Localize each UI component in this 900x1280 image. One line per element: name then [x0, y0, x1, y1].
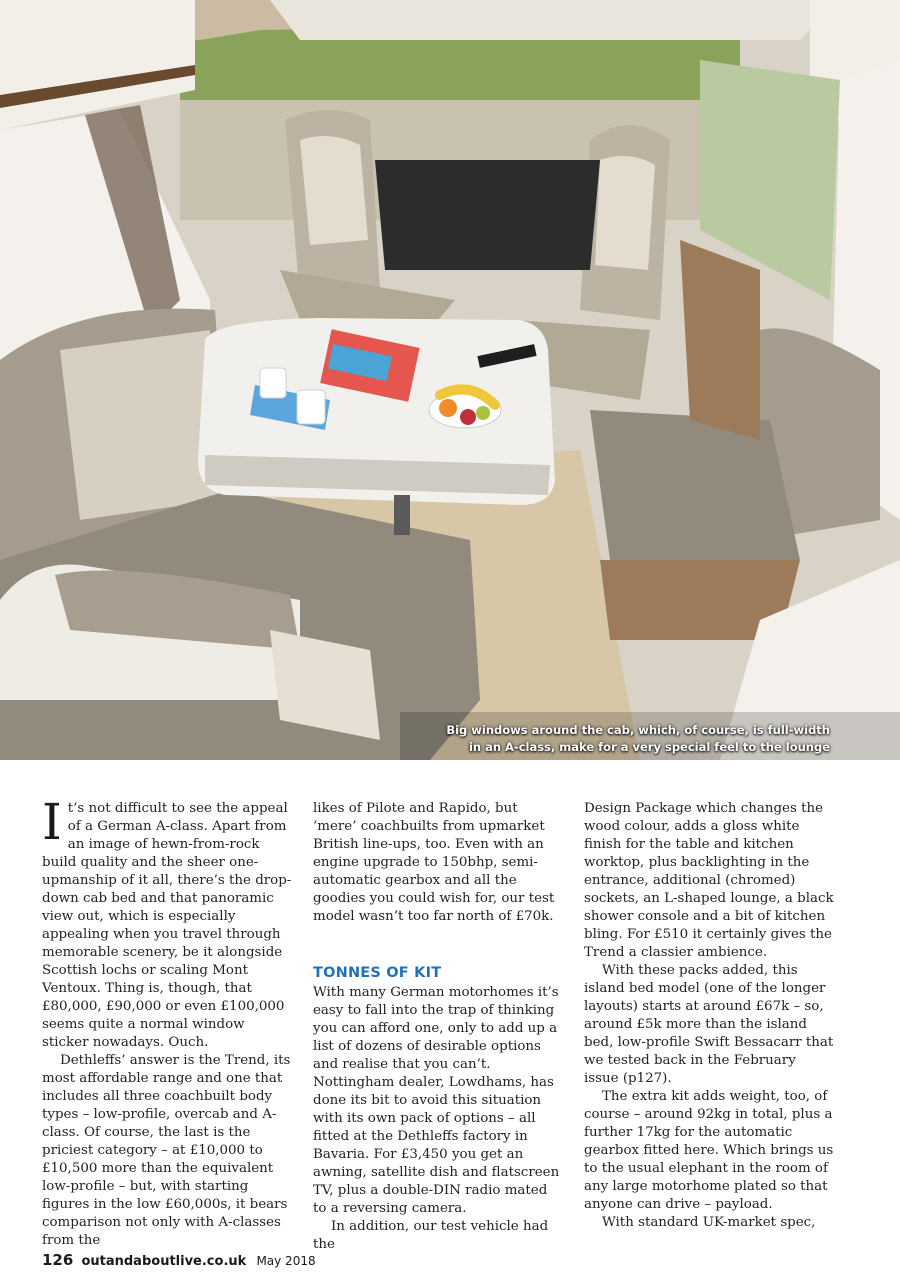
website-url: outandaboutlive.co.uk [81, 1254, 247, 1269]
side-seat [590, 410, 800, 560]
paragraph: With standard UK-market spec, [602, 1215, 816, 1230]
paragraph-text: t’s not difficult to see the appeal of a German A-class. Apart from an image of hewn-from-rock build quality and the sheer one-upmanship of it all, there’s the drop-down cab bed and that panoramic view out, which is especially appealing when you travel through memorable scenery, be it alongside Scottish lochs or scaling Mont Ventoux. Thing is, though, that £80,000, £90,000 or even £100,000 seems quite a normal window sticker nowadays. Ouch. [42, 801, 292, 1050]
caption-line: Big windows around the cab, which, of course, is full-width [446, 723, 830, 737]
mug [297, 390, 325, 424]
page-footer [42, 1251, 316, 1269]
table-leg [394, 495, 410, 535]
dashboard [375, 160, 600, 270]
caption-line: in an A-class, make for a very special feel to the lounge [468, 740, 830, 754]
paragraph: Design Package which changes the wood colour, adds a gloss white finish for the table and kitchen worktop, plus backlighting in the entrance, additional (chromed) sockets, an L-shaped lounge, a black shower console and a bit of kitchen bling. For £510 it certainly gives the Trend a classier ambience. [584, 801, 834, 960]
paragraph: In addition, our test vehicle had the [313, 1219, 549, 1252]
paragraph: Dethleffs’ answer is the Trend, its most affordable range and one that includes all three coachbuilt body types – low-profile, overcab and A-class. Of course, the last is the priciest category – at £10,000 to £10,500 more than the equivalent low-profile – but, with starting figures in the low £60,000s, it bears comparison not only with A-classes from the [42, 1053, 291, 1248]
mug [260, 368, 286, 398]
paragraph: likes of Pilote and Rapido, but ‘mere’ coachbuilts from upmarket British line-ups, too. Even with an engine upgrade to 150bhp, semi-automatic gearbox and all the goodies you could wish for, our test model wasn’t too far north of £70k. [313, 801, 555, 924]
article-column-1 [42, 793, 292, 1250]
drop-cap: I [42, 793, 62, 851]
article-column-3 [584, 800, 834, 1232]
photo-caption [446, 722, 830, 756]
paragraph: With these packs added, this island bed model (one of the longer layouts) starts at around £67k – so, around £5k more than the island bed, low-profile Swift Bessacarr that we tested back in the February issue (p127). [584, 963, 834, 1086]
kitchen-unit [680, 240, 760, 440]
article-column-2 [313, 800, 563, 1254]
paragraph [42, 793, 292, 1052]
paragraph: With many German motorhomes it’s easy to fall into the trap of thinking you can afford one, only to add up a list of dozens of desirable options and realise that you can’t. Nottingham dealer, Lowdhams, has done its bit to avoid this situation with its own pack of options – all fitted at the Dethleffs factory in Bavaria. For £3,450 you get an awning, satellite dish and flatscreen TV, plus a double-DIN radio mated to a reversing camera. [313, 985, 560, 1216]
paragraph: The extra kit adds weight, too, of course – around 92kg in total, plus a further 17kg for the automatic gearbox fitted here. Which brings us to the usual elephant in the room of any large motorhome plated so that anyone can drive – payload. [584, 1089, 834, 1212]
section-subheading: TONNES OF KIT [313, 965, 442, 981]
page-number: 126 [42, 1251, 74, 1269]
issue-date: May 2018 [256, 1254, 316, 1268]
